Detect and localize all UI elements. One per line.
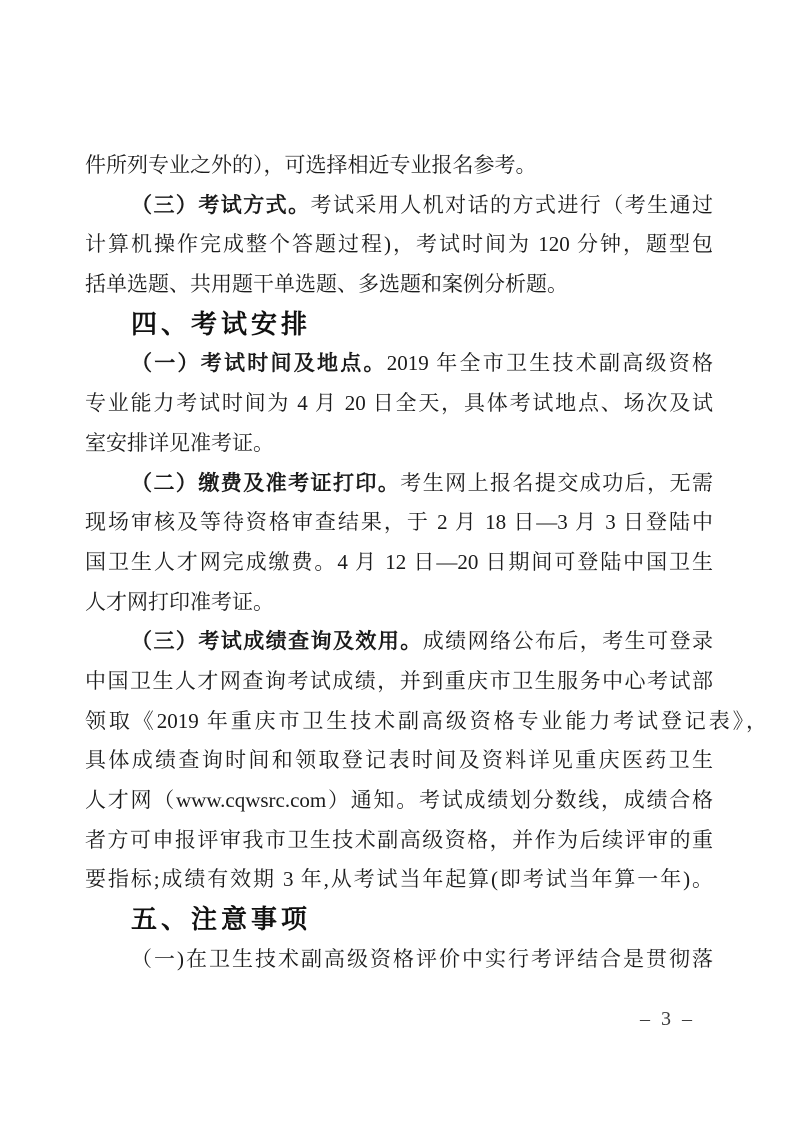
line-text: 2019 年全市卫生技术副高级资格: [386, 351, 713, 376]
document-line: [85, 583, 713, 623]
line-text: 计算机操作完成整个答题过程)，考试时间为 120 分钟，题型包: [85, 232, 713, 257]
line-text: 考试采用人机对话的方式进行（考生通过: [310, 192, 714, 217]
document-line: [85, 265, 713, 305]
line-text: 者方可申报评审我市卫生技术副高级资格，并作为后续评审的重: [85, 827, 713, 852]
document-line: [85, 821, 713, 861]
document-body: [85, 146, 767, 979]
page-number: – 3 –: [640, 1008, 695, 1030]
paragraph-lead: （三）考试成绩查询及效用。: [131, 629, 423, 654]
line-text: 现场审核及等待资格审查结果，于 2 月 18 日—3 月 3 日登陆中: [85, 510, 713, 535]
line-text: 要指标;成绩有效期 3 年,从考试当年起算(即考试当年算一年)。: [85, 867, 713, 892]
document-line: [85, 384, 713, 424]
section-heading: [85, 900, 713, 940]
document-line: [85, 543, 713, 583]
line-text: 领取《2019 年重庆市卫生技术副高级资格专业能力考试登记表》，: [85, 708, 767, 733]
line-text: 室安排详见准考证。: [85, 430, 274, 455]
document-line: [85, 860, 713, 900]
line-text: 中国卫生人才网查询考试成绩，并到重庆市卫生服务中心考试部: [85, 668, 713, 693]
document-line: [85, 940, 713, 980]
line-text: 人才网（www.cqwsrc.com）通知。考试成绩划分数线，成绩合格: [85, 788, 713, 812]
document-line: [85, 741, 713, 781]
document-line: [85, 702, 767, 742]
paragraph-lead: （一）考试时间及地点。: [131, 351, 387, 376]
line-text: 件所列专业之外的），可选择相近专业报名参考。: [85, 153, 537, 177]
document-line: [85, 344, 713, 384]
line-text: （一)在卫生技术副高级资格评价中实行考评结合是贯彻落: [131, 946, 713, 971]
document-line: [85, 146, 713, 186]
paragraph-lead: （二）缴费及准考证打印。: [131, 470, 401, 495]
document-line: [85, 424, 713, 464]
document-line: [85, 225, 713, 265]
document-line: [85, 186, 713, 226]
section-heading-text: 五、注意事项: [131, 904, 312, 935]
document-line: [85, 464, 713, 504]
line-text: 成绩网络公布后，考生可登录: [422, 629, 713, 654]
section-heading-text: 四、考试安排: [131, 308, 312, 339]
line-text: 考生网上报名提交成功后，无需: [400, 470, 714, 495]
document-line: [85, 503, 713, 543]
document-line: [85, 781, 713, 821]
document-line: [85, 622, 713, 662]
line-text: 括单选题、共用题干单选题、多选题和案例分析题。: [85, 272, 568, 297]
line-text: 国卫生人才网完成缴费。4 月 12 日—20 日期间可登陆中国卫生: [85, 549, 713, 574]
line-text: 人才网打印准考证。: [85, 589, 274, 614]
document-line: [85, 662, 713, 702]
line-text: 具体成绩查询时间和领取登记表时间及资料详见重庆医药卫生: [85, 748, 713, 773]
line-text: 专业能力考试时间为 4 月 20 日全天，具体考试地点、场次及试: [85, 391, 713, 416]
section-heading: [85, 305, 713, 345]
paragraph-lead: （三）考试方式。: [131, 192, 311, 217]
